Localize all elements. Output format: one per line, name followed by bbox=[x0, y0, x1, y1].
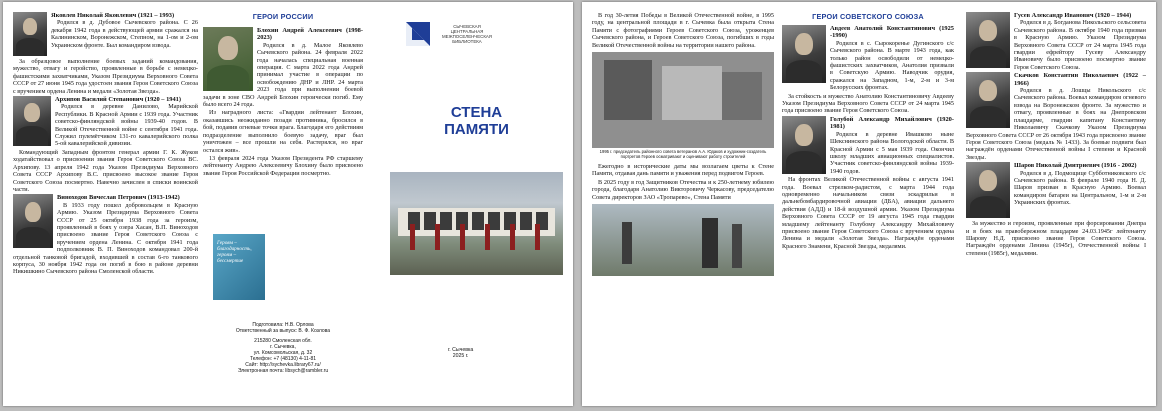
hero-heading: Голубой Александр Михайлович (1920-1981) bbox=[830, 115, 954, 131]
ceremony-photo bbox=[592, 204, 774, 276]
hero-text: На фронтах Великой Отечественной войны с августа 1941 года. Воевал стрелком-радистом, с марта 1944 года одновременно начальником связи эскадрильи в дальнебомбардировочной авиации (ДБА), авиации дальнего действия (АДД) и 18-й воздушной армии. Указом Президиума Верховного Совета СССР от 19 августа 1945 года гвардии младшему лейтенанту Голубому Александру Михайловичу присвоено звание Героя Советского Союза с вручением ордена Ленина и медали «Золотая Звезда». Награждён орденами Красного Знамени, Красной Звезды, медалями. bbox=[782, 176, 954, 250]
heroes-ussr-column bbox=[782, 12, 954, 398]
hero-heading: Виноходов Вячеслав Петрович (1913-1942) bbox=[57, 194, 180, 202]
hero-text: Родился в с. Сырокоренье Дугинского с/с Сычевского района. В марте 1943 года, как только район освободили от немецко-фашистских захватчиков, Анатолия призвали в Советскую Армию. Наводчик орудия, сражался на Западном, 1-м, 2-м и 3-м Белорусских фронтах. bbox=[830, 39, 954, 92]
memorial-poster: Героям – благодарность, героям – бессмертие bbox=[213, 234, 265, 300]
portrait-blokhin bbox=[203, 27, 253, 91]
hero-text: Родился в д. Малое Яковлево Сычевского района. 24 февраля 2022 года началась специальная военная операция. С марта 2022 года Андрей принимал участие в операции по освобождению ДНР и ЛНР. 24 марта 2023 года при выполнении боевой задачи в зоне СВО Андрей Блохин героически погиб. Ему было всего 24 года. bbox=[203, 41, 363, 109]
hero-text: Родился в деревне Ивашково ныне Шекснинского района Вологодской области. В Красной Армии с 5 мая 1939 года. Окончил школу младших авиационных специалистов. Участник советско-финляндской войны 1939-1940 годов. bbox=[830, 130, 954, 175]
brochure-page-inner bbox=[582, 2, 1156, 406]
cover-panel bbox=[390, 12, 563, 398]
intro-column bbox=[592, 12, 774, 398]
hero-text: Родился в д. Подмощице Субботниковского с/с Сычевского района. В феврале 1940 года Н. Д. Шаров призван в Красную Армию. Воевал командиром батареи на Центральном, 1-м и 2-м Украинских фронтах. bbox=[1014, 169, 1146, 207]
intro-text: В год 30-летия Победы в Великой Отечественной войне, в 1995 году, на центральной площади в г. Сычевка была открыта Стена Памяти с фотографиями Героев Советского Союза, уроженцев Сычевского района, и Героев Советского Союза, погибших в годы Великой Отечественной войны на территории нашего района. bbox=[592, 12, 774, 49]
heroes-right-column bbox=[966, 12, 1146, 398]
hero-text: Родился в д. Дубовое Сычевского района. С 26 декабря 1942 года в действующей армии сражался на Калининском, Воронежском, Степном, на 1-ом и 2-ом Украинском фронте. Был командиром взвода. bbox=[51, 19, 198, 49]
hero-text: В 1933 году пошел добровольцем в Красную Армию. Указом Президиума Верховного Совета СССР от 25 октября 1938 года за героизм, проявленный в боях у озера Хасан, В.П. Виноходов присвоено звание Героя Советского Союза с вручением ордена Ленина. С октября 1941 года подполковник В. П. Виноходов командовал 200-й отдельной танковой бригадой, входившей в состав 6-го танкового корпуса, 30 ноября 1942 года он погиб в бою в районе деревни Никишкино Сычевского района Смоленской области. bbox=[13, 201, 198, 276]
portrait-yakovlev bbox=[13, 12, 47, 56]
section-title: ГЕРОИ РОССИИ bbox=[252, 12, 314, 21]
hero-heading: Архипов Василий Степанович (1920 – 1941) bbox=[55, 96, 181, 104]
portrait-sharov bbox=[966, 162, 1010, 218]
portrait-avdeev bbox=[782, 25, 826, 83]
memorial-wall-photo bbox=[390, 172, 563, 275]
hero-text: Из наградного листа: «Гвардии лейтенант Блохин, оказавшись неожиданно позади противника, бросился в бой, подавив огневые точки врага. Благодаря его действиям подразделение выполнило боевую задачу, враг был уничтожен – все прошли на себя. Растерялся, но враг остался жив». bbox=[203, 109, 363, 154]
section-title: ГЕРОИ СОВЕТСКОГО СОЮЗА bbox=[812, 12, 924, 21]
portrait-skachkov bbox=[966, 72, 1010, 128]
historic-photo-1995: 1995 г. председатель районного совета ветеранов А.А. Юдаков и художник-создатель портретов Героев осматривают и оценивают работу строителей bbox=[592, 52, 774, 160]
intro-text: Ежегодно в исторические даты мы возлагаем цветы к Стене Памяти, отдавая дань памяти и уважения перед подвигом Героев. bbox=[592, 163, 774, 178]
hero-text: Родился в д. Богданова Никольского сельсовета Сычевского района. В октябре 1940 года призван в Красную Армию. Указом Президиума Верховного Совета СССР от 24 марта 1945 года гвардии ефрейтору Гусеву Александру Ивановичу было присвоено посмертно звание Героя Советского Союза. bbox=[1014, 19, 1146, 71]
cover-title: СТЕНА ПАМЯТИ bbox=[444, 104, 509, 138]
hero-heading: Гусев Александр Иванович (1920 – 1944) bbox=[1014, 12, 1132, 19]
heroes-left-column bbox=[13, 12, 198, 398]
hero-text: 13 февраля 2024 года Указом Президента РФ старшему лейтенанту Андрею Алексеевичу Блохину было присвоено звание Героя Российской Федерации посмертно. bbox=[203, 154, 363, 177]
hero-text: Командующий Западным фронтом генерал армии Г. К. Жуков ходатайствовал о присвоении звания Героя Советского Союза ВС. Архипову. 13 апреля 1942 года Указом Президиума Верховного Совета СССР Архипову В.С. присвоено высокое звание Героя Советского Союза посмертно. Навечно зачислен в списки воинской части. bbox=[13, 148, 198, 193]
hero-heading: Скачков Константин Николаевич (1922 –1966) bbox=[1014, 72, 1146, 87]
intro-text: В 2025 году в год Защитников Отечества и к 250-летнему юбилею города, благодаря Анатолию Викторовичу Черкасову, председателю Совета директоров ЗАО «Тропарево», Стена Памяти bbox=[592, 178, 774, 201]
hero-heading: Блохин Андрей Алексеевич (1998-2023) bbox=[257, 27, 363, 42]
hero-heading: Яковлев Николай Яковлевич (1921 – 1993) bbox=[51, 12, 175, 19]
library-logo-icon bbox=[406, 22, 430, 46]
portrait-vinokhodov bbox=[13, 194, 53, 248]
credits-block: Подготовила: Н.В. Орлова Ответственный за выпуск: В. Ф. Козлова 215280 Смоленская обл. г. Сычевка, ул. Комсомольская, д. 32 Телефон: +7 (48130) 4-11-81 Сайт: http://sychevka.library67.ru/ Электронная почта: libsych@rambler.ru bbox=[235, 322, 331, 374]
portrait-golubov bbox=[782, 116, 826, 174]
hero-heading: Шаров Николай Дмитриевич (1916 - 2002) bbox=[1014, 162, 1137, 170]
library-name: СЫЧЕВСКАЯ ЦЕНТРАЛЬНАЯ МЕЖПОСЕЛЕНЧЕСКАЯ БИБЛИОТЕКА bbox=[442, 24, 492, 44]
hero-heading: Авдеев Анатолий Константинович (1925 -1990) bbox=[830, 25, 954, 40]
portrait-arkhipov bbox=[13, 96, 51, 146]
cover-footer: г. Сычевка 2025 г. bbox=[448, 347, 474, 359]
brochure-page-outer bbox=[3, 2, 573, 406]
portrait-gusev bbox=[966, 12, 1010, 68]
hero-text: За стойкость и мужество Анатолию Константиновичу Авдееву Указом Президиума Верховного Совета СССР от 24 марта 1945 года присвоено звание Героя Советского Союза. bbox=[782, 92, 954, 115]
hero-text: За мужество и героизм, проявленные при форсировании Днепра и в боях на правобережном плацдарме 24.03.1945г лейтенанту Шарову Н.Д. присвоено звание Героя Советского Союза. Награждён орденами Ленина (1945г), Отечественной войны I степени (1985г), медалями. bbox=[966, 220, 1146, 257]
hero-text: За образцовое выполнение боевых заданий командования, мужество, отвагу и геройство, проявленные в борьбе с немецко-фашистскими захватчиками, Указом Президиума Верховного Совета СССР от 27 июня 1945 года удостоен звания Героя Советского Союза с вручением ордена Ленина и медали «Золотая Звезда». bbox=[13, 58, 198, 95]
hero-text: Родился в д. Лошцы Никольского с/с Сычевского района. Воевал командиром огневого взвода на Воронежском фронте. За мужество и отвагу, проявленные в боях на Днепровском плацдарме, гвардии капитану Константину Николаевичу Скачкову Указом Президиума Верховного Совета СССР от 26 октября 1943 года присвоено звание Героя Советского Союза (медаль № 1433). За боевые подвиги был награждён орденами Отечественной войны I степени и Красной Звезды. bbox=[966, 87, 1146, 161]
hero-text: Родился в деревне Данилово, Марийской Республики. В Красной Армии с 1939 года. Участник советско-финляндской войны 1939-40 годов. В Великой Отечественной войне с сентября 1941 года. Служил пулемётчиком 131-го кавалерийского полка 5-ой кавалерийской дивизии. bbox=[55, 103, 198, 148]
